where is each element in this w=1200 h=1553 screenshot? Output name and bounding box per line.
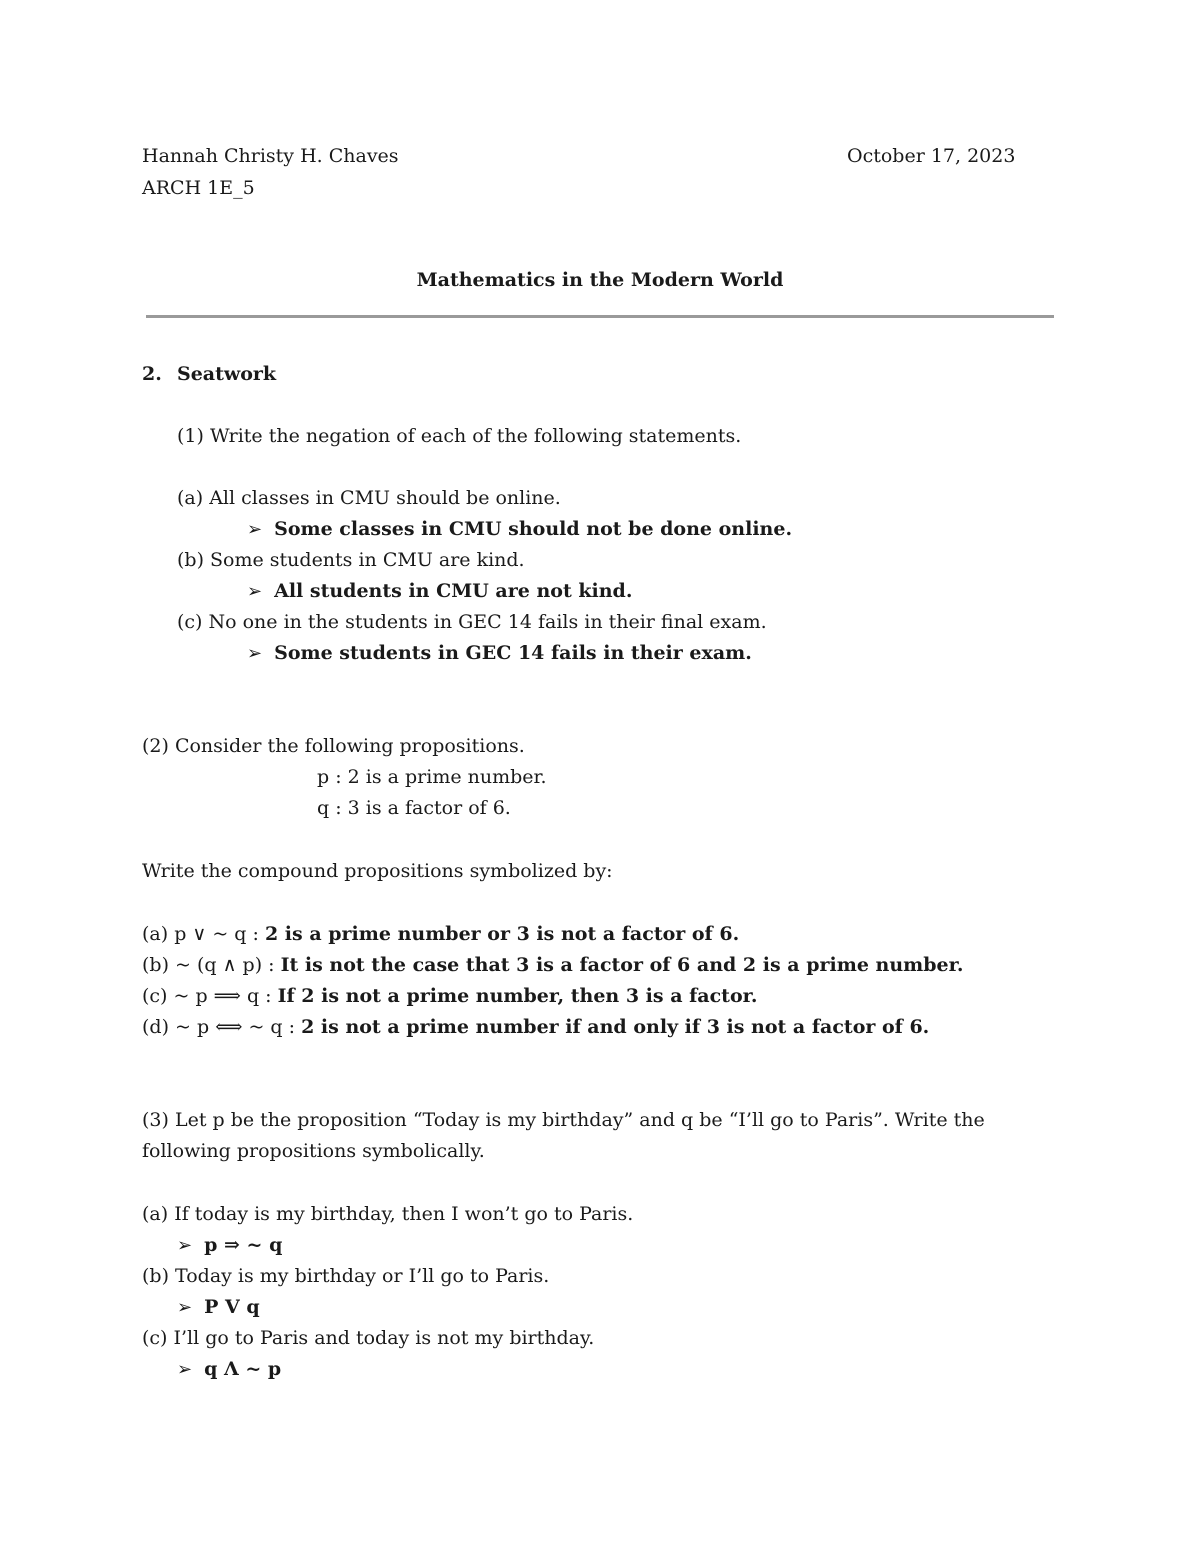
title-divider xyxy=(146,315,1054,318)
arrow-bullet-icon: ➢ xyxy=(177,1235,193,1256)
answer-text: Some students in GEC 14 fails in their exam. xyxy=(274,642,752,664)
student-name: Hannah Christy H. Chaves xyxy=(142,145,399,167)
answer-text: All students in CMU are not kind. xyxy=(274,580,633,602)
q1-answer-b xyxy=(247,582,632,601)
q3-prompt-line2: following propositions symbolically. xyxy=(142,1140,485,1162)
answer-text: It is not the case that 3 is a factor of 6 and 2 is a prime number. xyxy=(280,954,964,976)
proposition-q: q : 3 is a factor of 6. xyxy=(317,797,511,819)
q2-item-d xyxy=(142,1018,929,1037)
q1-prompt: (1) Write the negation of each of the following statements. xyxy=(177,425,742,447)
q3-answer-a xyxy=(177,1236,282,1255)
answer-text: q Λ ~ p xyxy=(204,1358,282,1380)
q3-answer-c xyxy=(177,1360,281,1379)
symbolic-expression: (b) ~ (q ∧ p) : xyxy=(142,954,275,976)
arrow-bullet-icon: ➢ xyxy=(177,1297,193,1318)
symbolic-expression: (c) ~ p ⟹ q : xyxy=(142,985,272,1007)
section-heading: Seatwork xyxy=(177,363,277,385)
q2-item-b xyxy=(142,956,964,975)
arrow-bullet-icon: ➢ xyxy=(247,581,263,602)
answer-text: If 2 is not a prime number, then 3 is a factor. xyxy=(277,985,758,1007)
answer-text: p ⇒ ~ q xyxy=(204,1234,283,1256)
class-section: ARCH 1E_5 xyxy=(142,177,255,199)
symbolic-expression: (d) ~ p ⟺ ~ q : xyxy=(142,1016,296,1038)
answer-text: 2 is a prime number or 3 is not a factor of 6. xyxy=(264,923,740,945)
q1-answer-a xyxy=(247,520,792,539)
arrow-bullet-icon: ➢ xyxy=(247,519,263,540)
q1-item-a: (a) All classes in CMU should be online. xyxy=(177,487,561,509)
q2-item-a xyxy=(142,925,739,944)
q2-item-c xyxy=(142,987,758,1006)
section-number: 2. xyxy=(142,363,162,385)
q2-prompt: (2) Consider the following propositions. xyxy=(142,735,525,757)
q1-item-b: (b) Some students in CMU are kind. xyxy=(177,549,525,571)
answer-text: P V q xyxy=(204,1296,260,1318)
q3-prompt-line1: (3) Let p be the proposition “Today is my birthday” and q be “I’ll go to Paris”. Write the xyxy=(142,1109,985,1131)
answer-text: Some classes in CMU should not be done online. xyxy=(274,518,793,540)
proposition-p: p : 2 is a prime number. xyxy=(317,766,547,788)
answer-text: 2 is not a prime number if and only if 3 is not a factor of 6. xyxy=(301,1016,930,1038)
arrow-bullet-icon: ➢ xyxy=(247,643,263,664)
symbolic-expression: (a) p ∨ ~ q : xyxy=(142,923,259,945)
q3-item-b: (b) Today is my birthday or I’ll go to Paris. xyxy=(142,1265,550,1287)
q2-instruction: Write the compound propositions symbolized by: xyxy=(142,860,613,882)
q3-item-c: (c) I’ll go to Paris and today is not my birthday. xyxy=(142,1327,595,1349)
document-title: Mathematics in the Modern World xyxy=(416,269,784,291)
q3-item-a: (a) If today is my birthday, then I won’t go to Paris. xyxy=(142,1203,634,1225)
document-date: October 17, 2023 xyxy=(847,145,1016,167)
arrow-bullet-icon: ➢ xyxy=(177,1359,193,1380)
q3-answer-b xyxy=(177,1298,260,1317)
q1-answer-c xyxy=(247,644,752,663)
q1-item-c: (c) No one in the students in GEC 14 fails in their final exam. xyxy=(177,611,767,633)
